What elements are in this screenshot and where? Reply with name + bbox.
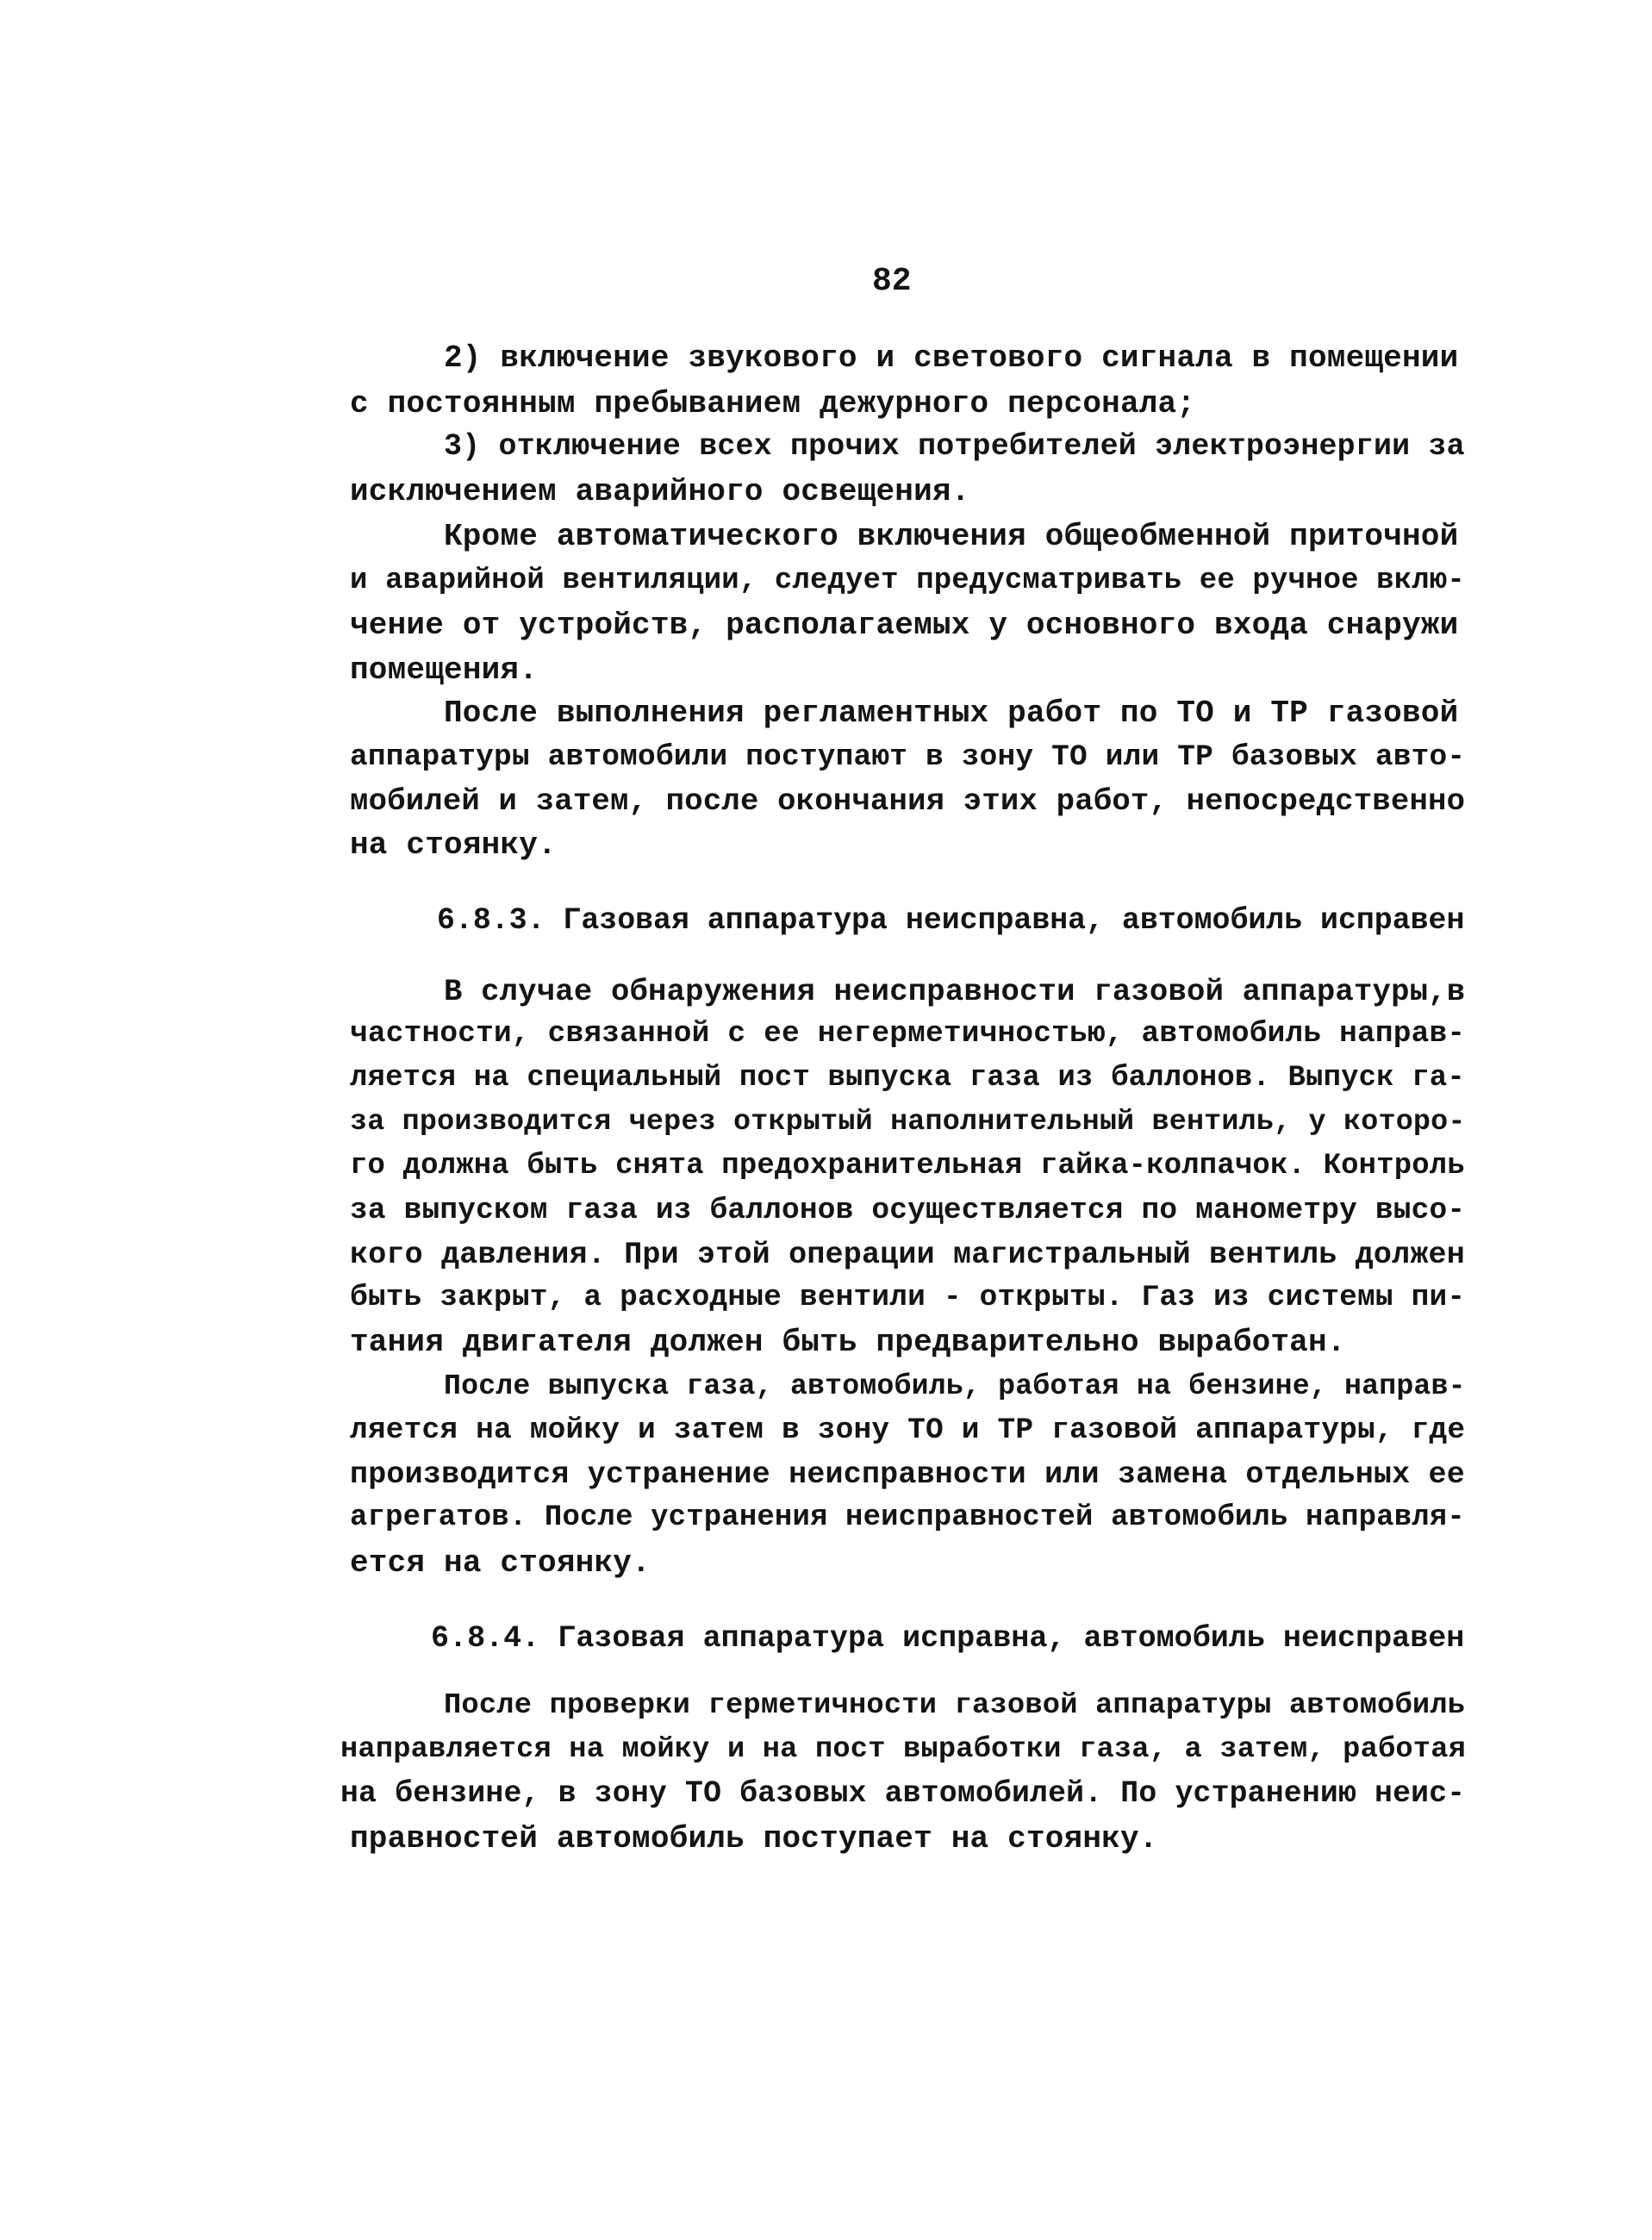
text-line: помещения. [350,652,539,688]
text-line: быть закрыт, а расходные вентили - открыты. Газ из системы пи- [350,1281,1466,1314]
text-line: тания двигателя должен быть предварительно выработан. [350,1325,1346,1360]
text-line: с постоянным пребыванием дежурного персонала; [350,386,1196,421]
text-line: правностей автомобиль поступает на стоянку. [350,1821,1158,1856]
text-line: 2) включение звукового и светового сигнала в помещении [444,340,1459,376]
text-line: на стоянку. [350,827,557,863]
section-heading-6-8-4: 6.8.4. Газовая аппаратура исправна, автомобиль неисправен [431,1621,1465,1656]
text-line: направляется на мойку и на пост выработки газа, а затем, работая [340,1733,1467,1766]
text-line: за выпуском газа из баллонов осуществляется по манометру высо- [350,1194,1466,1227]
text-line: чение от устройств, располагаемых у основного входа снаружи [350,608,1459,643]
text-line: В случае обнаружения неисправности газовой аппаратуры,в [444,974,1466,1009]
text-line: и аварийной вентиляции, следует предусматривать ее ручное вклю- [350,565,1465,597]
text-line: на бензине, в зону ТО базовых автомобилей. По устранению неис- [340,1777,1466,1811]
text-line: Кроме автоматического включения общеобменной приточной [444,519,1459,554]
text-line: После выпуска газа, автомобиль, работая на бензине, направ- [444,1370,1466,1402]
text-line: аппаратуры автомобили поступают в зону ТО или ТР базовых авто- [350,740,1466,774]
text-line: частности, связанной с ее негерметичностью, автомобиль направ- [350,1017,1466,1051]
text-line: После проверки герметичности газовой аппаратуры автомобиль [444,1689,1466,1722]
text-line: исключением аварийного освещения. [350,474,970,509]
text-line: го должна быть снята предохранительная гайка-колпачок. Контроль [350,1150,1465,1182]
text-line: производится устранение неисправности или замена отдельных ее [350,1457,1465,1492]
text-line: После выполнения регламентных работ по ТО и ТР газовой [444,696,1459,731]
text-line: ется на стоянку. [350,1545,651,1581]
page-number: 82 [872,263,912,300]
text-line: за производится через открытый наполнительный вентиль, у которо- [350,1106,1466,1139]
section-heading-6-8-3: 6.8.3. Газовая аппаратура неисправна, автомобиль исправен [437,904,1465,938]
text-line: кого давления. При этой операции магистральный вентиль должен [350,1238,1465,1272]
text-line: мобилей и затем, после окончания этих работ, непосредственно [350,783,1466,819]
text-line: 3) отключение всех прочих потребителей электроэнергии за [444,430,1465,464]
text-line: ляется на мойку и затем в зону ТО и ТР газовой аппаратуры, где [350,1413,1466,1447]
text-line: агрегатов. После устранения неисправностей автомобиль направля- [350,1501,1465,1534]
text-line: ляется на специальный пост выпуска газа из баллонов. Выпуск га- [350,1062,1465,1095]
